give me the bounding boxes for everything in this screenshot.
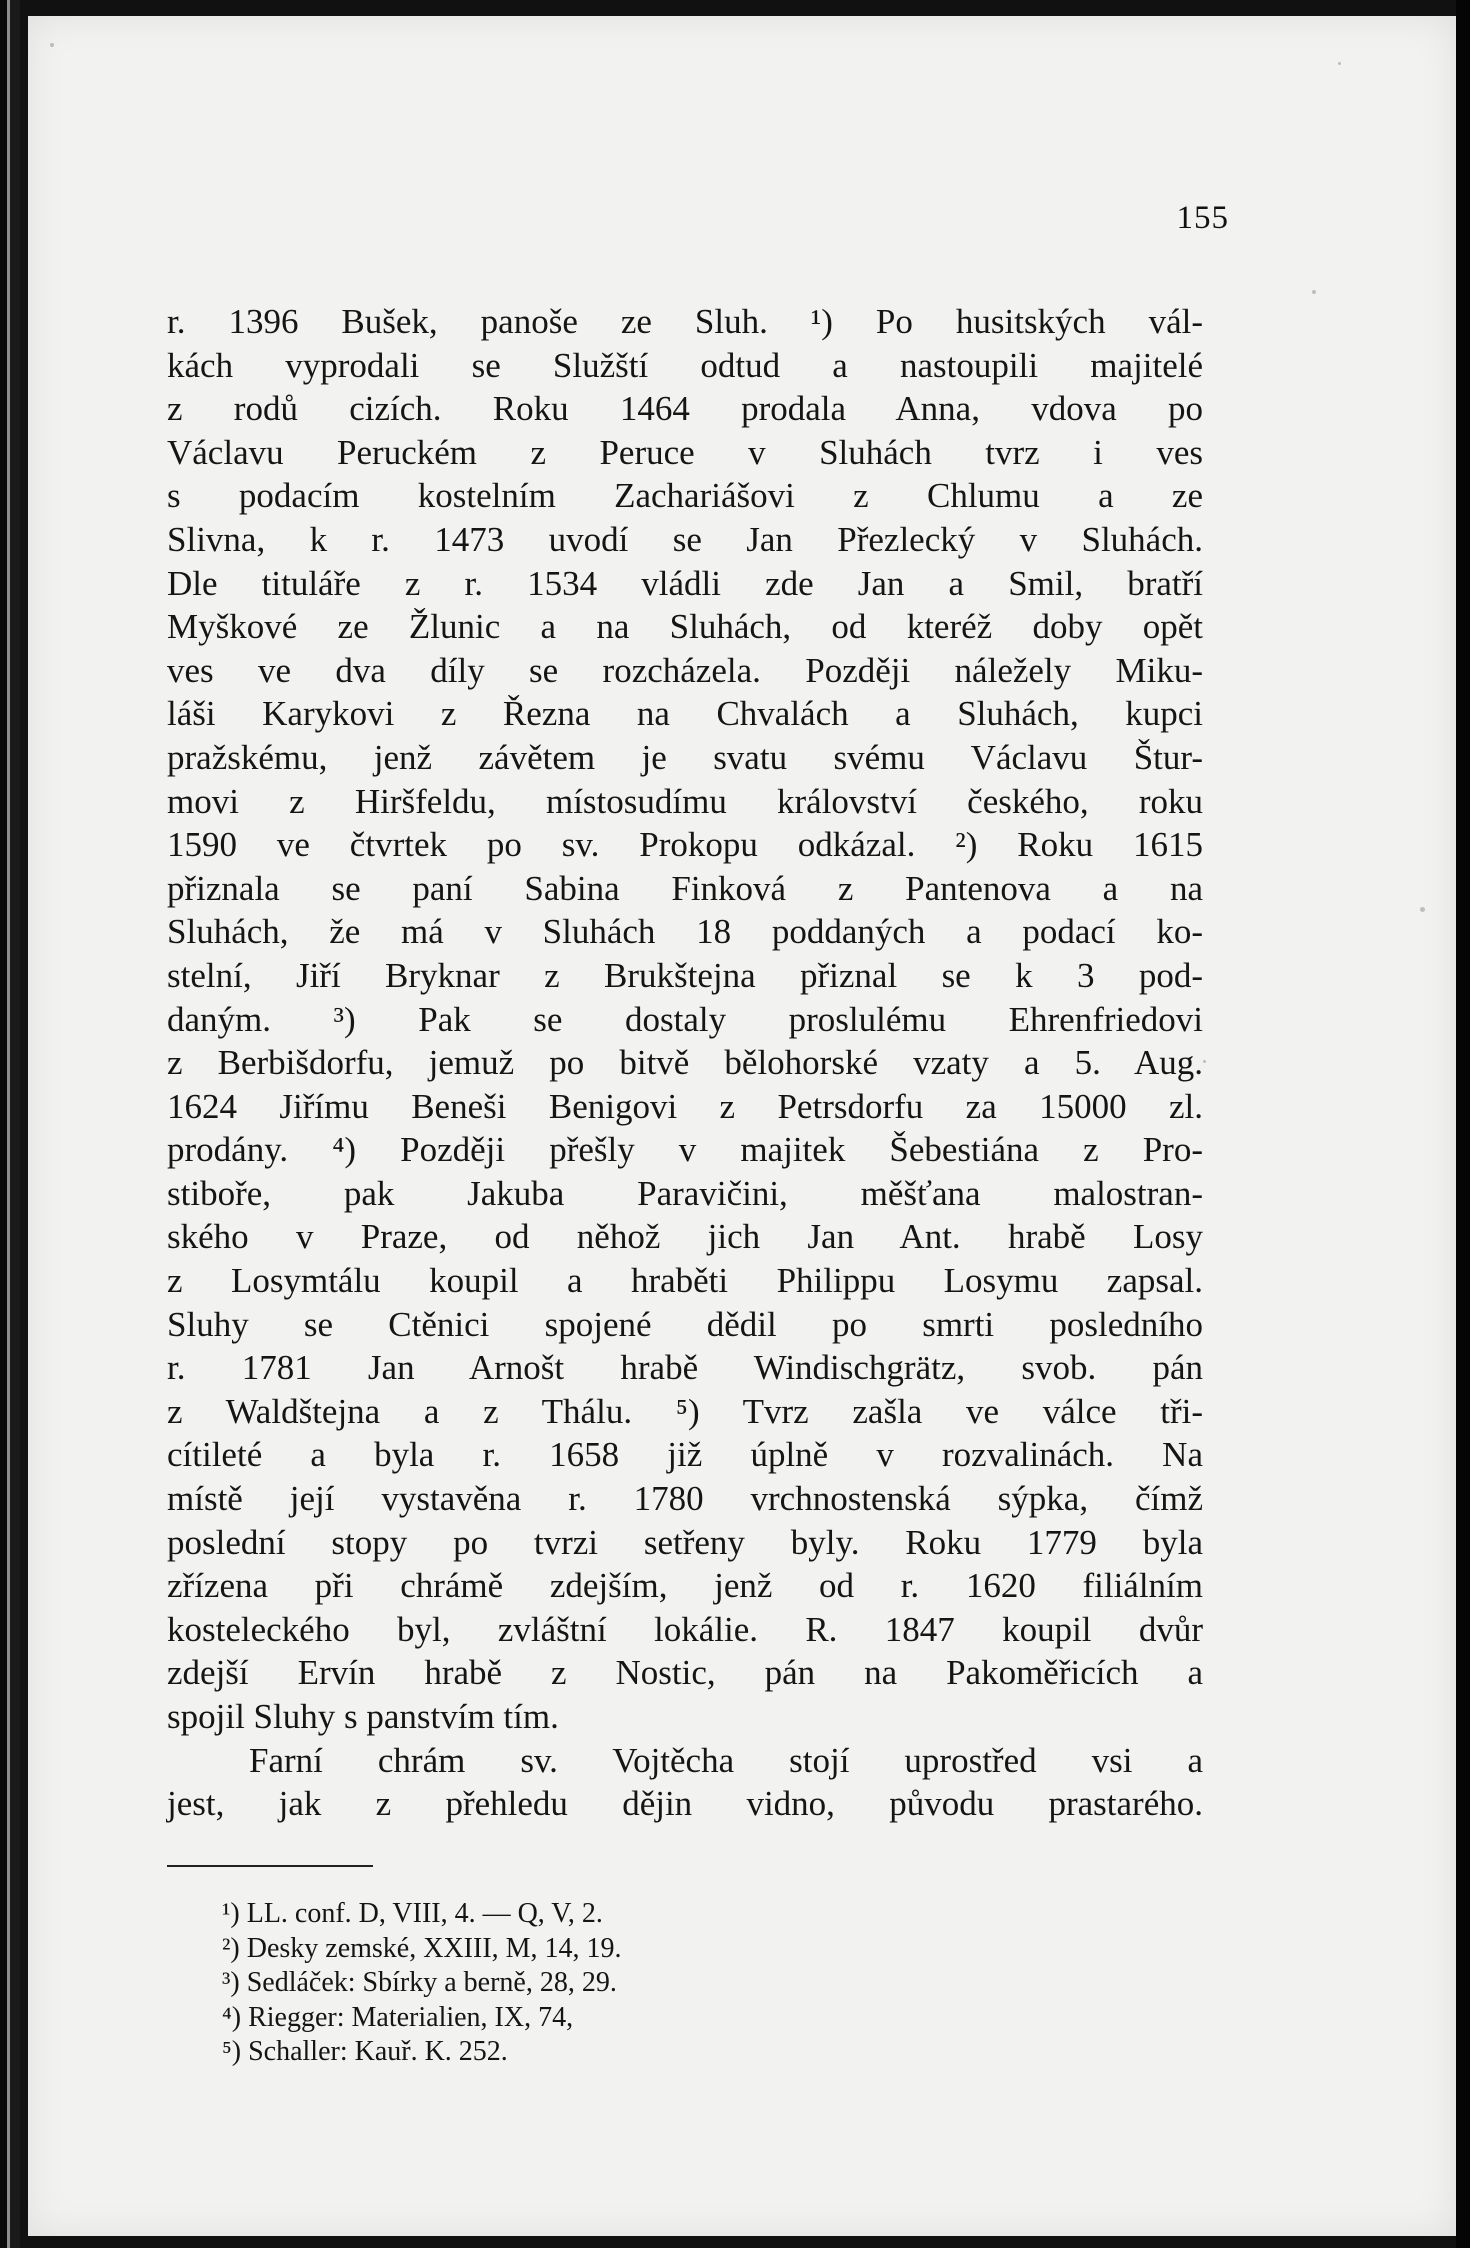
scan-speck [50,43,54,47]
main-text [167,300,1203,1826]
text-line: z Losymtálu koupil a hraběti Philippu Losymu zapsal. [167,1261,1203,1301]
text-line: Dle tituláře z r. 1534 vládli zde Jan a Smil, bratří [167,563,1203,603]
text-line: 1590 ve čtvrtek po sv. Prokopu odkázal. ²) Roku 1615 [167,825,1203,865]
footnote: ²) Desky zemské, XXIII, M, 14, 19. [222,1932,622,1964]
text-line: z rodů cizích. Roku 1464 prodala Anna, vdova po [167,389,1203,429]
text-line: jest, jak z přehledu dějin vidno, původu prastarého. [167,1784,1203,1824]
text-line: láši Karykovi z Řezna na Chvalách a Sluhách, kupci [167,694,1203,734]
footnotes [222,1897,922,2070]
text-line: 1624 Jiřímu Beneši Benigovi z Petrsdorfu za 15000 zl. [167,1086,1203,1126]
text-line: cítileté a byla r. 1658 již úplně v rozvalinách. Na [167,1435,1203,1475]
scan-speck [1203,1060,1206,1063]
text-line: daným. ³) Pak se dostaly proslulému Ehrenfriedovi [167,999,1203,1039]
text-line: stelní, Jiří Bryknar z Brukštejna přiznal se k 3 pod- [167,955,1203,995]
footnote-separator [167,1865,373,1867]
text-line: pražskému, jenž závětem je svatu svému Václavu Štur- [167,737,1203,777]
text-line: Sluhy se Ctěnici spojené dědil po smrti posledního [167,1304,1203,1344]
page-right-edge [1456,0,1470,2248]
text-line: movi z Hiršfeldu, místosudímu království českého, roku [167,781,1203,821]
text-line: prodány. ⁴) Později přešly v majitek Šebestiána z Pro- [167,1130,1203,1170]
footnote: ³) Sedláček: Sbírky a berně, 28, 29. [222,1967,617,1998]
text-line: ves ve dva díly se rozcházela. Později náležely Miku- [167,650,1203,690]
text-line: s podacím kostelním Zachariášovi z Chlumu a ze [167,476,1203,516]
text-line: kosteleckého byl, zvláštní lokálie. R. 1847 koupil dvůr [167,1609,1203,1649]
scan-speck [1312,290,1316,294]
text-line: Sluhách, že má v Sluhách 18 poddaných a podací ko- [167,912,1203,952]
text-line: Václavu Peruckém z Peruce v Sluhách tvrz i ves [167,432,1203,472]
footnote: ⁵) Schaller: Kauř. K. 252. [222,2036,508,2067]
page-number: 155 [1176,200,1229,236]
text-line: zřízena při chrámě zdejším, jenž od r. 1620 filiálním [167,1566,1203,1606]
paragraph-start-line: Farní chrám sv. Vojtěcha stojí uprostřed vsi a [249,1740,1203,1780]
text-line: z Waldštejna a z Thálu. ⁵) Tvrz zašla ve válce tři- [167,1391,1203,1431]
text-line: přiznala se paní Sabina Finková z Pantenova a na [167,868,1203,908]
text-line: r. 1396 Bušek, panoše ze Sluh. ¹) Po husitských vál- [167,302,1203,341]
text-line: ského v Praze, od něhož jich Jan Ant. hrabě Losy [167,1217,1203,1257]
text-line: Slivna, k r. 1473 uvodí se Jan Přezlecký v Sluhách. [167,519,1203,559]
paragraph-end-line: spojil Sluhy s panstvím tím. [167,1697,559,1736]
footnote: ⁴) Riegger: Materialien, IX, 74, [222,2001,574,2033]
text-line: stibořе, pak Jakuba Paravičini, měšťana malostran- [167,1173,1203,1213]
text-line: kách vyprodali se Služští odtud a nastoupili majitelé [167,345,1203,385]
text-line: poslední stopy po tvrzi setřeny byly. Roku 1779 byla [167,1522,1203,1562]
text-line: zdejší Ervín hrabě z Nostic, pán na Pakoměřicích a [167,1653,1203,1693]
text-line: z Berbišdorfu, jemuž po bitvě bělohorské vzaty a 5. Aug. [167,1043,1203,1083]
text-line: Myškové ze Žlunic a na Sluhách, od kteréž doby opět [167,607,1203,647]
footnote: ¹) LL. conf. D, VIII, 4. — Q, V, 2. [222,1898,603,1929]
text-line: r. 1781 Jan Arnošt hrabě Windischgrätz, svob. pán [167,1348,1203,1388]
scan-speck [1420,907,1425,912]
text-line: místě její vystavěna r. 1780 vrchnostenská sýpka, čímž [167,1479,1203,1519]
scan-speck [1338,62,1341,65]
book-spine-edge [0,0,20,2248]
